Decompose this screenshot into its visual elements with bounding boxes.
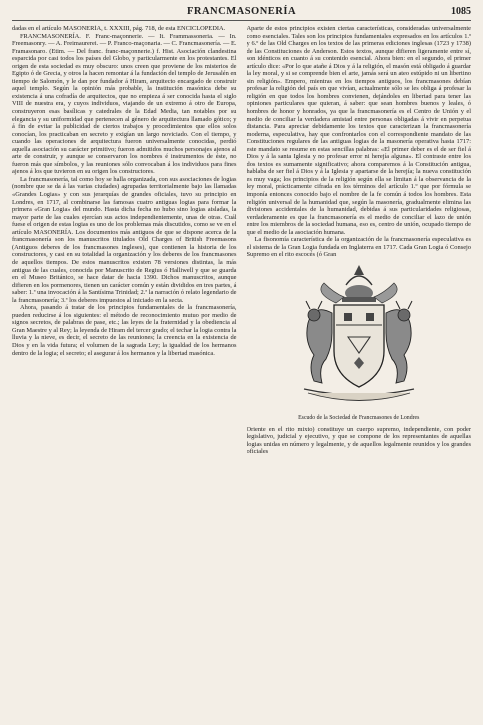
right-column (247, 25, 472, 715)
paragraph: Ahora, pasando á tratar de los principios fundamentales de la francmasonería, pueden reducirse á los siguientes: el método de reconocimiento mutuo por medio de signos secretos, de palabras de pase, etc.; las leyes de la fraternidad y la obediencia al Gran Maestre y al Rey; la leyenda de Hiram del tercer grado; el techar la logia contra la lluvia y la nieve, es decir, el secreto de las reuniones; la creencia en la existencia de Dios y en la vida futura; el volumen de la sagrada Ley; la igualdad de los hermanos dentro de la logia; el secreto; el asegurar á los hermanos y la libertad masónica. (12, 304, 237, 357)
coat-of-arms-figure (247, 263, 472, 423)
paragraph: dadas en el artículo MASONERÍA, t. XXXIII, pág. 718, de esta ENCICLOPEDIA. (12, 25, 226, 32)
page-header (12, 6, 471, 21)
page-number: 1085 (451, 6, 471, 17)
left-column (12, 25, 237, 715)
two-column-body (12, 25, 471, 715)
figure-caption: Escudo de la Sociedad de Francmasones de Londres (298, 414, 420, 421)
paragraph: Oriente en el rito mixto) constituye un cuerpo supremo, independiente, con poder legislativo, judicial y ejecutivo, y que se compone de los representantes de aquellas logias unidas en número y legalmente, y de aquellos legalmente reunidos y los grandes oficiales (246, 425, 471, 456)
paragraph: FRANCMASONERÍA. F. Franc-maçonnerie. — It. Frammassoneria. — In. Freemasonry. — A. Freimaurerei. — P. Franco-maçonaria. — C. Francmasonería. — E. Framasonaro. (Etim. — Del franc. franc-maçonnerie.) f. Hist. Asociación clandestina esparcida por casi todos los países del Globo, y particularmente en los protestantes. El origen de esta sociedad es muy obscuro: unos creen que proviene de los misterios de Egipto ó de Grecia, y otros la hacen remontar á la fundación del templo de Jerusalén en tiempo de Salomón, y le dan por fundador á Hiram, arquitecto encargado de construir aquel templo. Según la opinión más probable, la institución masónica debe su existencia á una cofradía de arquitectos, que no empieza á ser conocida hasta el siglo VIII de nuestra era, y cuyos individuos, viajando de un extremo á otro de Europa, construyeron esas basílicas y catedrales de la Edad Media, tan notables por su elegancia y su uniformidad que pertenecen al género de arquitectura llamado gótico; y á fin de evitar la publicidad de ciertos trabajos y procedimientos que ellos solos conocían, los practicaban en secreto y exigían un largo noviciado. Con el tiempo, y cuando las operaciones de arquitectura fueron universalmente conocidas, perdió aquella asociación su carácter primitivo; fueron admitidos muchos personajes ajenos al arte de construir, y aunque se conservaron los nombres é instrumentos de éste, no fueron más que símbolos, y las reuniones sólo convocaban á los individuos para fines ajenos á los que tuvieron en su origen los constructores. (12, 32, 237, 176)
coat-of-arms-icon (274, 263, 444, 413)
paragraph: La francmasonería, tal como hoy se halla organizada, con sus asociaciones de logias (nombre que se da á las varias ciudades) agrupadas territorialmente bajo las llamadas «Grandes Logias» y con sus jerarquías de grandes oficiales, tuvo su principio en Londres, en 1717, al combinarse las famosas cuatro antiguas logias para formar la primera «Gran Logia» del mundo. Hasta dicha fecha no hubo sino logias aisladas, la mayor parte de las cuales ejercían sus actos independientemente, unas de otras. Cuál fuese el origen de estas logias es uno de los problemas más discutidos, como se ve en el artículo MASONERÍA. Los documentos más antiguos de que se dispone acerca de la francmasonería son los manuscritos titulados Old Charges of British Freemasons (Antiguos deberes de los francmasones ingleses), que contienen la historia de los constructores, y casi en su totalidad la organización y los deberes de los francmasones de aquellos tiempos. De estos manuscritos existen 78 versiones distintas, la más antigua de las cuales, conocida por Manuscrito de Regius ó Halliwell y que se guarda en el Museo Británico, se hace datar de hacia 1390. Dichos manuscritos, aunque difieren en los pormenores, tienen un carácter común y están divididos en tres partes, á saber: 1.ª una invocación á la Santísima Trinidad; 2.ª la narración ó relato legendario de la francmasonería; 3.ª los deberes impuestos al iniciado en la secta. (12, 175, 237, 304)
running-title: FRANCMASONERÍA (186, 6, 297, 17)
paragraph: Aparte de estos principios existen ciertas características, consideradas universalmente como esenciales. Tales son los principios fundamentales expresados en los artículos 1.º y 6.º de las Old Charges en los textos de las primeras ediciones inglesas (1723 y 1738) de las Constituciones de Anderson. Estos textos, aunque difieren ligeramente entre sí, son idénticos en cuanto á su contenido esencial. Ahora bien: en el segundo, el primer artículo dice: «Por lo que atañe á Dios y á la religión, el masón está obligado á guardar la ley moral, y si se comprende bien el arte, jamás será un ateo estúpido ni un libertino sin religión». Empero, mientras en los tiempos antiguos, los francmasones debían profesar la religión del país en que vivían, actualmente sólo se les obliga á profesar la religión en que todos los hombres convienen, dejándoles en libertad para tener las opiniones particulares que quieran, á saber: que sean hombres buenos y leales, ó hombres de honor y honrados, ya que la francmasonería es el Centro de Unión y el medio de conciliar la verdadera amistad entre personas obligadas á vivir en perpetua distancia. Para apreciar debidamente los textos que caracterizan la francmasonería moderna, especulativa, hay que confrontarlos con el correspondiente mandato de las Constituciones regulares de las antiguas logias de la masonería operativa hasta 1717: este mandato se resume en estas sencillas palabras: «El primer deber es el de ser fiel á Dios y á la santa Iglesia y no profesar error ni herejía alguna». El contraste entre los dos textos es sumamente significativo; ahora comparemos á la Constitución antigua, hablaba de ser fiel á Dios y á la Iglesia y apartarse de la herejía; la nueva constitución es muy vaga; los principios de la religión según ella se limitan á la observancia de la ley moral, prácticamente cifrada en los términos del artículo 1.º que por fórmula se imponía entonces conocido bajo el nombre de la fe común á todos los hombres. Esta religión universal de la humanidad que, según la masonería, gradualmente elimina las divisiones accidentales de la humanidad, debidas á sus particularidades religiosas, verdaderamente es que la francmasonería es el medio de conciliar el lazo de unión entre los miembros de la sociedad humana, eso es, centro de unión, ocupado tiempo de que el medio de la asociación humana. (246, 25, 471, 236)
paragraph: La fisonomía característica de la organización de la francmasonería especulativa es el sistema de la Gran Logia fundada en Inglaterra en 1717. Cada Gran Logia ó Consejo Supremo en el rito escocés (ó Gran (246, 236, 471, 259)
